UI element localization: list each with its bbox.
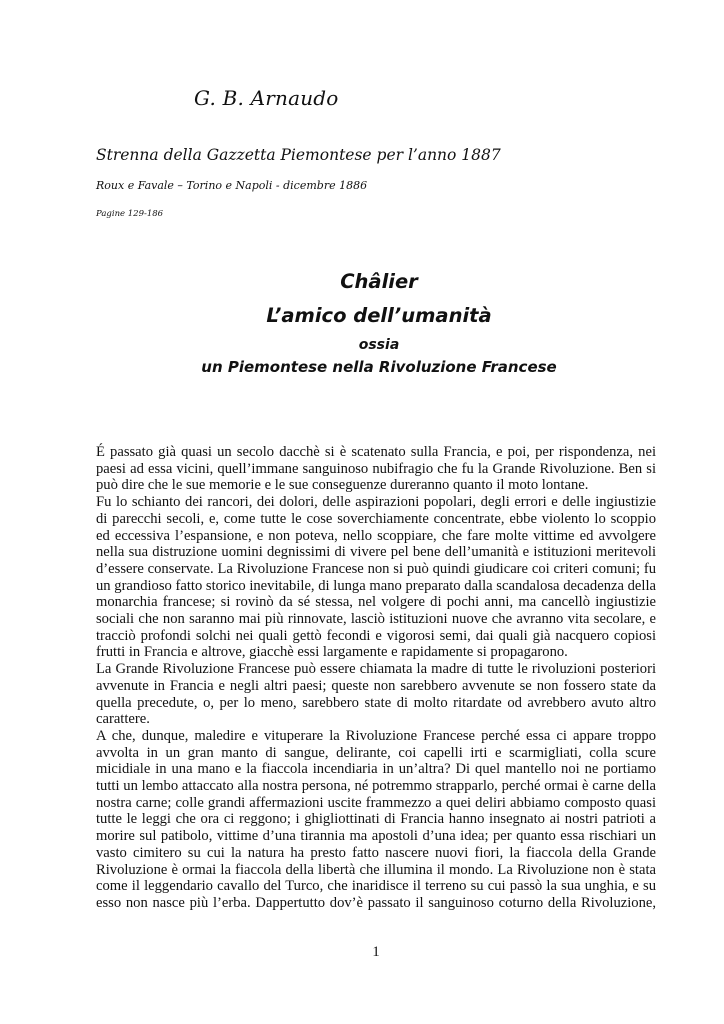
page-range: Pagine 129-186 bbox=[96, 209, 164, 219]
title-line-1: Châlier bbox=[340, 270, 418, 293]
title-line-3: ossia bbox=[358, 337, 400, 353]
author-name: G. B. Arnaudo bbox=[194, 86, 339, 110]
publication-title: Strenna della Gazzetta Piemontese per l’anno 1887 bbox=[96, 146, 501, 164]
paragraph: A che, dunque, maledire e vituperare la Rivoluzione Francese perché essa ci appare troppo avvolta in un gran manto di sangue, delirante, coi capelli irti e scarmigliati, colla scure micidiale in una mano e la fiaccola incendiaria in un’altra? Di quel mantello noi ne portiamo tutti un lembo attaccato alla nostra persona, né potremmo strapparlo, perché ormai è carne della nostra carne; colle grandi affermazioni uscite frammezzo a quei deliri abbiamo composto quasi tutte le leggi che ora ci reggono; i ghigliottinati di Francia hanno insegnato ai nostri patrioti a morire sul patibolo, vittime d’una tirannia ma apostoli d’una idea; per quanto essa rischiari un vasto cimitero su cui la natura ha presto fatto nascere nuovi fiori, la fiaccola della Grande Rivoluzione è ormai la fiaccola della libertà che illumina il mondo. La Rivoluzione non è stata come il leggendario cavallo del Turco, che inaridisce il terreno su cui passò la sua unghia, e su esso non nasce più l’erba. Dappertutto dov’è passato il sanguinoso coturno della Rivoluzione, bbox=[96, 727, 656, 911]
title-line-4: un Piemontese nella Rivoluzione Francese bbox=[201, 358, 557, 376]
publisher-info: Roux e Favale – Torino e Napoli - dicembre 1886 bbox=[96, 179, 368, 192]
body-text bbox=[96, 444, 656, 912]
page-number: 1 bbox=[372, 944, 380, 960]
title-line-2: L’amico dell’umanità bbox=[266, 304, 492, 327]
paragraph: É passato già quasi un secolo dacchè si è scatenato sulla Francia, e poi, per rispondenza, nei paesi ad essa vicini, quell’immane sanguinoso nubifragio che fu la Grande Rivoluzione. Ben si può dire che le sue memorie e le sue conseguenze dureranno quanto il moto lontane. bbox=[96, 444, 656, 494]
paragraph: Fu lo schianto dei rancori, dei dolori, delle aspirazioni popolari, degli errori e delle ingiustizie di parecchi secoli, e, come tutte le cose soverchiamente concentrate, ebbe violento lo scoppio ed eccessiva l’espansione, e non poteva, nello scoppiare, che fare molte vittime ed avvolgere nella sua distruzione uomini degnissimi di vivere pel bene dell’umanità e istituzioni meritevoli d’essere conservate. La Rivoluzione Francese non si può quindi giudicare coi criteri comuni; fu un grandioso fatto storico inevitabile, di lunga mano preparato dalla scandalosa decadenza della monarchia francese; si rovinò da sé stessa, nel volgere di pochi anni, ma cancellò ingiustizie sociali che non saranno mai più rinnovate, lasciò istituzioni nuove che avranno vita secolare, e tracciò profondi solchi nei quali gettò fecondi e vigorosi semi, dai quali già nacquero copiosi frutti in Francia e altrove, giacchè essi largamente e rapidamente si propagarono. bbox=[96, 494, 656, 661]
paragraph: La Grande Rivoluzione Francese può essere chiamata la madre di tutte le rivoluzioni posteriori avvenute in Francia e negli altri paesi; queste non sarebbero avvenute se non fossero state da quella precedute, o, per lo meno, sarebbero state di molto ritardate od avrebbero avuto altro carattere. bbox=[96, 661, 656, 728]
